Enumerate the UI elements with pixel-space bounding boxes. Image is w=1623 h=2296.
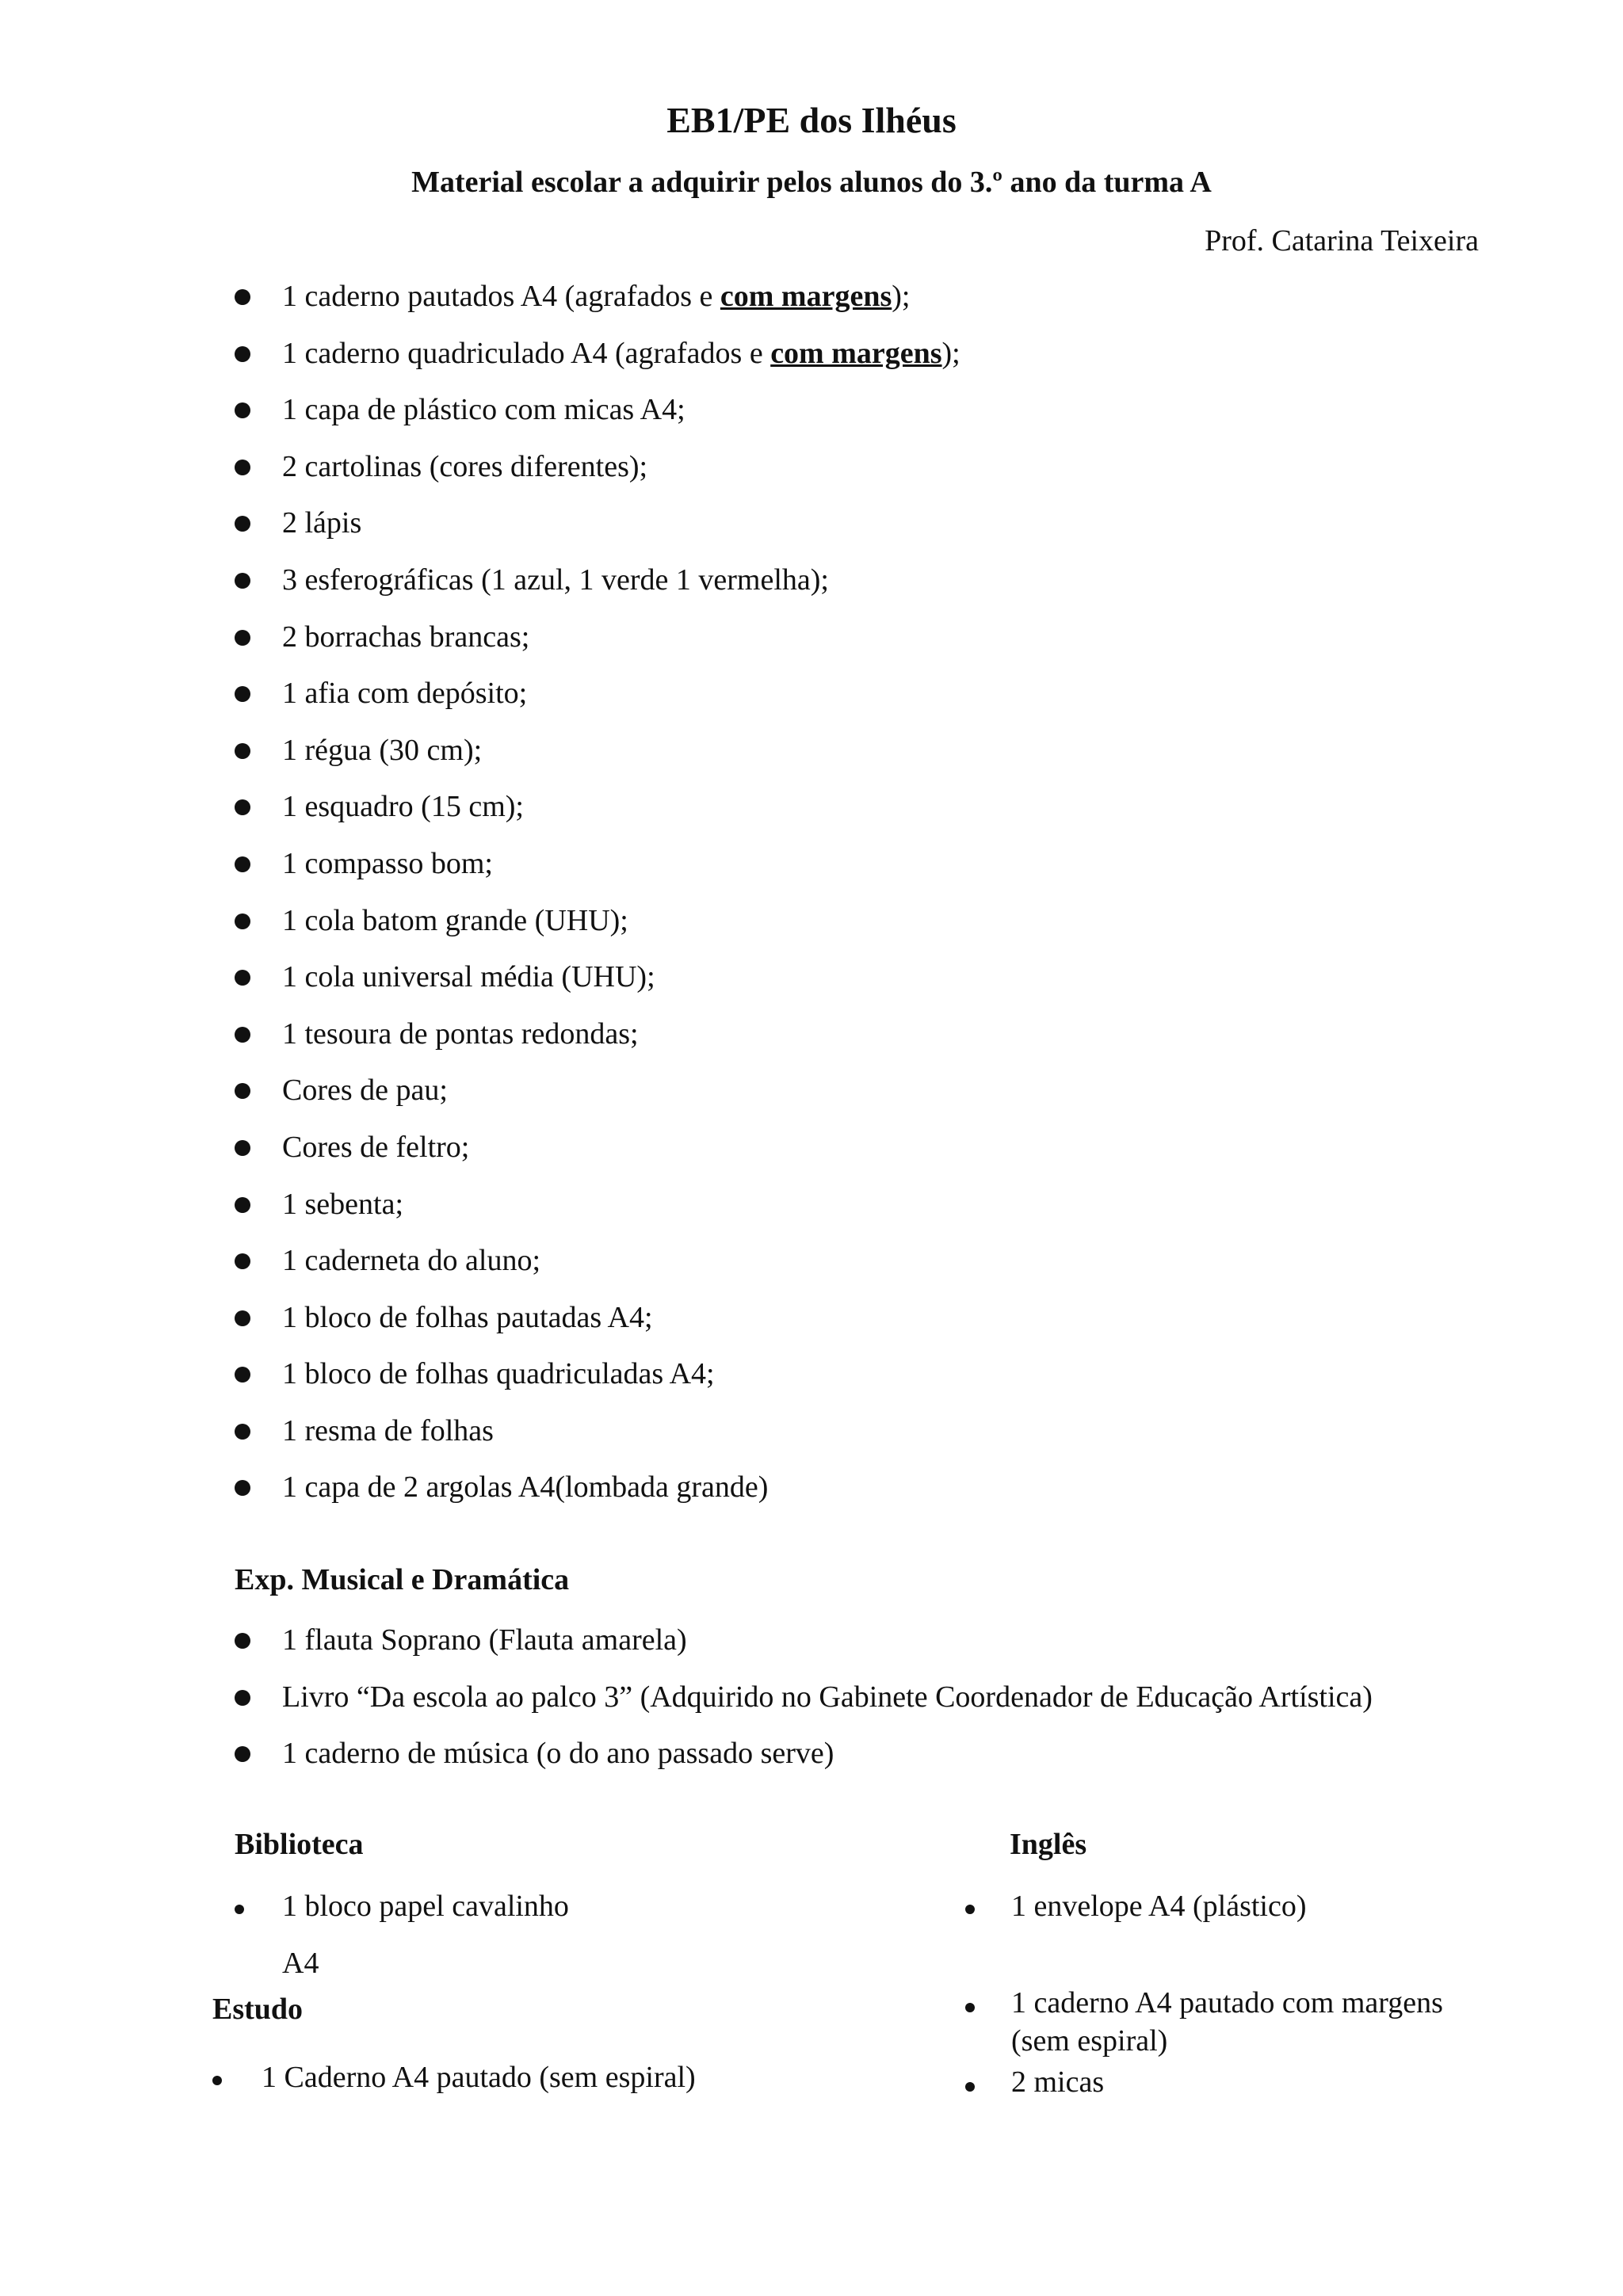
list-item: 1 régua (30 cm); [230, 727, 960, 784]
bullet-icon [235, 1905, 244, 1914]
list-item: 1 compasso bom; [230, 840, 960, 897]
list-item: 2 micas [1011, 2065, 1105, 2099]
bullet-icon [235, 743, 250, 759]
bullet-icon [235, 402, 250, 418]
document-subtitle: Material escolar a adquirir pelos alunos do 3.º ano da turma A [411, 166, 1212, 199]
bullet-icon [235, 1746, 250, 1762]
list-item: 3 esferográficas (1 azul, 1 verde 1 vermelha); [230, 556, 960, 613]
list-item: 1 capa de plástico com micas A4; [230, 386, 960, 443]
bullet-icon [235, 1480, 250, 1496]
bullet-icon [235, 1253, 250, 1269]
list-item: 1 tesoura de pontas redondas; [230, 1010, 960, 1067]
bullet-icon [212, 2076, 222, 2085]
list-item: 1 envelope A4 (plástico) [1011, 1890, 1307, 1923]
bullet-icon [235, 1633, 250, 1649]
list-item: 2 lápis [230, 499, 960, 556]
bullet-icon [235, 913, 250, 929]
emphasis-text: com margens [720, 280, 892, 313]
bullet-icon [235, 1027, 250, 1043]
bullet-icon [235, 1690, 250, 1706]
list-item: 1 afia com depósito; [230, 669, 960, 727]
list-item: 2 cartolinas (cores diferentes); [230, 443, 960, 500]
bullet-icon [235, 573, 250, 589]
list-item: 1 caderno A4 pautado com margens (sem espiral) [1011, 1986, 1443, 2058]
bullet-icon [965, 2082, 975, 2092]
list-item: 1 caderno pautados A4 (agrafados e com margens); [230, 273, 960, 330]
document-title: EB1/PE dos Ilhéus [666, 100, 957, 140]
list-item: 1 bloco de folhas pautadas A4; [230, 1294, 960, 1351]
list-item: 1 esquadro (15 cm); [230, 783, 960, 840]
supply-list [230, 273, 960, 1520]
list-item: 1 cola batom grande (UHU); [230, 897, 960, 954]
bullet-icon [235, 630, 250, 646]
list-item: 1 flauta Soprano (Flauta amarela) [230, 1616, 1373, 1673]
bullet-icon [235, 1140, 250, 1156]
bullet-icon [965, 1905, 975, 1914]
list-item: Livro “Da escola ao palco 3” (Adquirido no Gabinete Coordenador de Educação Artística) [230, 1673, 1373, 1730]
ingles-heading: Inglês [1010, 1828, 1087, 1861]
bullet-icon [235, 686, 250, 702]
estudo-heading: Estudo [212, 1993, 304, 2026]
list-item: 1 cola universal média (UHU); [230, 953, 960, 1010]
bullet-icon [235, 460, 250, 475]
list-item: 1 caderneta do aluno; [230, 1237, 960, 1294]
bullet-icon [235, 1424, 250, 1440]
bullet-icon [235, 799, 250, 815]
bullet-icon [235, 1083, 250, 1099]
list-item: 1 bloco papel cavalinho A4 [282, 1890, 569, 1980]
list-item: 1 resma de folhas [230, 1407, 960, 1464]
list-item: 1 bloco de folhas quadriculadas A4; [230, 1350, 960, 1407]
list-item: 1 caderno de música (o do ano passado serve) [230, 1730, 1373, 1787]
bullet-icon [235, 346, 250, 362]
emphasis-text: com margens [770, 336, 942, 370]
music-section-heading: Exp. Musical e Dramática [235, 1563, 570, 1596]
bullet-icon [235, 1310, 250, 1326]
bullet-icon [965, 2003, 975, 2012]
teacher-name: Prof. Catarina Teixeira [1205, 224, 1479, 257]
list-item: 1 Caderno A4 pautado (sem espiral) [262, 2061, 696, 2094]
bullet-icon [235, 856, 250, 872]
bullet-icon [235, 1197, 250, 1213]
list-item: Cores de pau; [230, 1066, 960, 1123]
bullet-icon [235, 516, 250, 532]
biblioteca-heading: Biblioteca [235, 1828, 364, 1861]
list-item: 1 capa de 2 argolas A4(lombada grande) [230, 1463, 960, 1520]
music-list [230, 1616, 1373, 1787]
list-item: 2 borrachas brancas; [230, 613, 960, 670]
list-item: Cores de feltro; [230, 1123, 960, 1180]
bullet-icon [235, 289, 250, 305]
list-item: 1 caderno quadriculado A4 (agrafados e com margens); [230, 330, 960, 387]
bullet-icon [235, 1367, 250, 1383]
list-item: 1 sebenta; [230, 1180, 960, 1238]
bullet-icon [235, 970, 250, 986]
